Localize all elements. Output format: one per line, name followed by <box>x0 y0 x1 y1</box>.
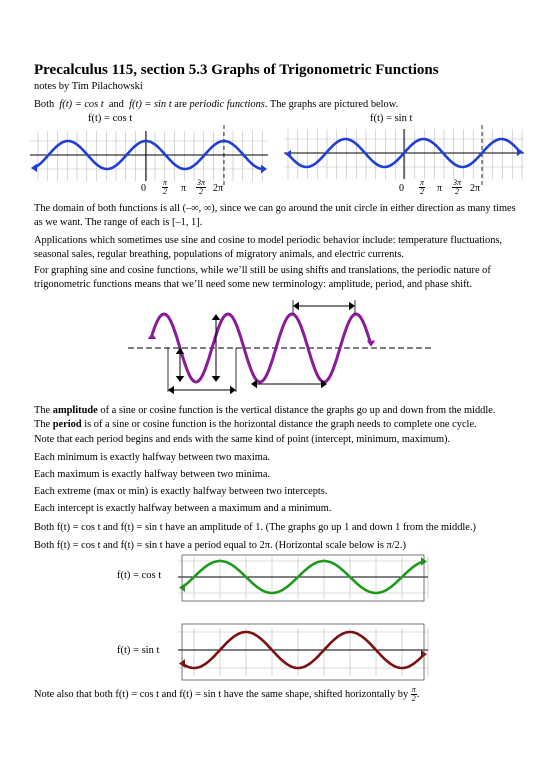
definitions-block <box>34 404 520 431</box>
g1l-tick-2pi: 2π <box>213 183 224 194</box>
period-definition <box>34 418 520 432</box>
purple-arrow-left <box>148 333 157 339</box>
amp-low-head-up <box>176 348 185 354</box>
shift-denominator: 2 <box>411 694 416 703</box>
g1cos-arrow-left <box>31 164 37 173</box>
period-top-head-right <box>349 302 355 311</box>
note-line-1: Each minimum is exactly halfway between two maxima. <box>34 452 271 463</box>
period-top-head-left <box>293 302 299 311</box>
applications-paragraph: Applications which sometimes use sine and cosine to model periodic behavior include: temperature fluctuations, seasonal sales, regular breathing, populations of migratory animals, and electric currents. <box>34 235 503 260</box>
period-fact: Both f(t) = cos t and f(t) = sin t have a period equal to 2π. (Horizontal scale below is π/2.) <box>34 540 406 551</box>
g1r-tick-pi2: $\frac{\pi}{2}$ <box>420 178 425 196</box>
intro-prefix: Both <box>34 99 55 110</box>
graph1-sin-plot <box>284 125 524 185</box>
intro-are: are <box>174 99 187 110</box>
intro-periodic: periodic functions <box>189 99 265 110</box>
g1l-tick-0: 0 <box>141 183 146 194</box>
amp-full-head-down <box>212 376 221 382</box>
intro-suffix: . The graphs are pictured below. <box>264 99 399 110</box>
amp-full-head-up <box>212 314 221 320</box>
closing-line <box>34 686 419 703</box>
g1cos-arrow-right <box>261 165 267 174</box>
period-term: period <box>52 418 82 430</box>
g1r-tick-2pi: 2π <box>470 183 481 194</box>
intro-sin: f(t) = sin t <box>129 99 172 110</box>
intro-and: and <box>108 99 124 110</box>
intro-line <box>34 99 398 110</box>
period1-head-left <box>168 386 174 395</box>
amplitude-period-diagram <box>128 298 438 398</box>
g1r-tick-3pi2: $\frac{3\pi}{2}$ <box>453 178 462 196</box>
graph3-cos-plot <box>178 553 428 603</box>
g1l-tick-pi2: $\frac{\pi}{2}$ <box>163 178 168 196</box>
def-the-1: The <box>34 405 53 416</box>
note-line-3: Each extreme (max or min) is exactly halfway between two intercepts. <box>34 486 328 497</box>
terminology-paragraph: For graphing sine and cosine functions, while we’ll still be using shifts and translations, the periodic nature of trigonometric functions means that we’ll need some new terminology: amplitude, period, and phase shift. <box>34 265 491 290</box>
amplitude-fact: Both f(t) = cos t and f(t) = sin t have an amplitude of 1. (The graphs go up 1 and down 1 from the middle.) <box>34 522 476 533</box>
purple-arrow-right <box>367 341 376 347</box>
shift-numerator: π <box>411 685 416 694</box>
g1r-tick-pi: π <box>437 183 443 194</box>
amplitude-term: amplitude <box>52 405 98 416</box>
period2-head-left <box>251 380 257 389</box>
graph1-cos-label: f(t) = cos t <box>88 113 133 124</box>
g1l-tick-pi: π <box>181 183 187 194</box>
period1-head-right <box>230 386 236 395</box>
graph1-cos-plot <box>30 125 270 185</box>
closing-text: Note also that both f(t) = cos t and f(t) = sin t have the same shape, shifted horizontally by <box>34 688 409 700</box>
note-line-4: Each intercept is exactly halfway between a maximum and a minimum. <box>34 503 332 514</box>
author-line: notes by Tim Pilachowski <box>34 81 143 92</box>
domain-paragraph: The domain of both functions is all (–∞, ∞), since we can go around the unit circle in either direction as many times as we want. The range of each is [–1, 1]. <box>34 203 516 228</box>
amp-low-head-down <box>176 376 185 382</box>
graph1-sin-label: f(t) = sin t <box>370 113 413 124</box>
amplitude-definition <box>34 404 520 418</box>
graph3-sin-plot <box>178 622 428 682</box>
graph3-sin-label: f(t) = sin t <box>117 645 160 656</box>
amplitude-rest: of a sine or cosine function is the vertical distance the graphs go up and down from the middle. <box>97 405 496 416</box>
period-rest: is of a sine or cosine function is the horizontal distance the graph needs to complete one cycle. <box>81 418 477 430</box>
def-the-2: The <box>34 418 53 430</box>
closing-period: . <box>416 688 420 700</box>
note-line-2: Each maximum is exactly halfway between two minima. <box>34 469 271 480</box>
g1r-tick-0: 0 <box>399 183 404 194</box>
g1l-tick-3pi2: $\frac{3\pi}{2}$ <box>197 178 206 196</box>
graph3-cos-label: f(t) = cos t <box>117 570 162 581</box>
note-line-0: Note that each period begins and ends with the same kind of point (intercept, minimum, maximum). <box>34 434 451 445</box>
page-title: Precalculus 115, section 5.3 Graphs of Trigonometric Functions <box>34 62 439 78</box>
intro-cos: f(t) = cos t <box>59 99 104 110</box>
